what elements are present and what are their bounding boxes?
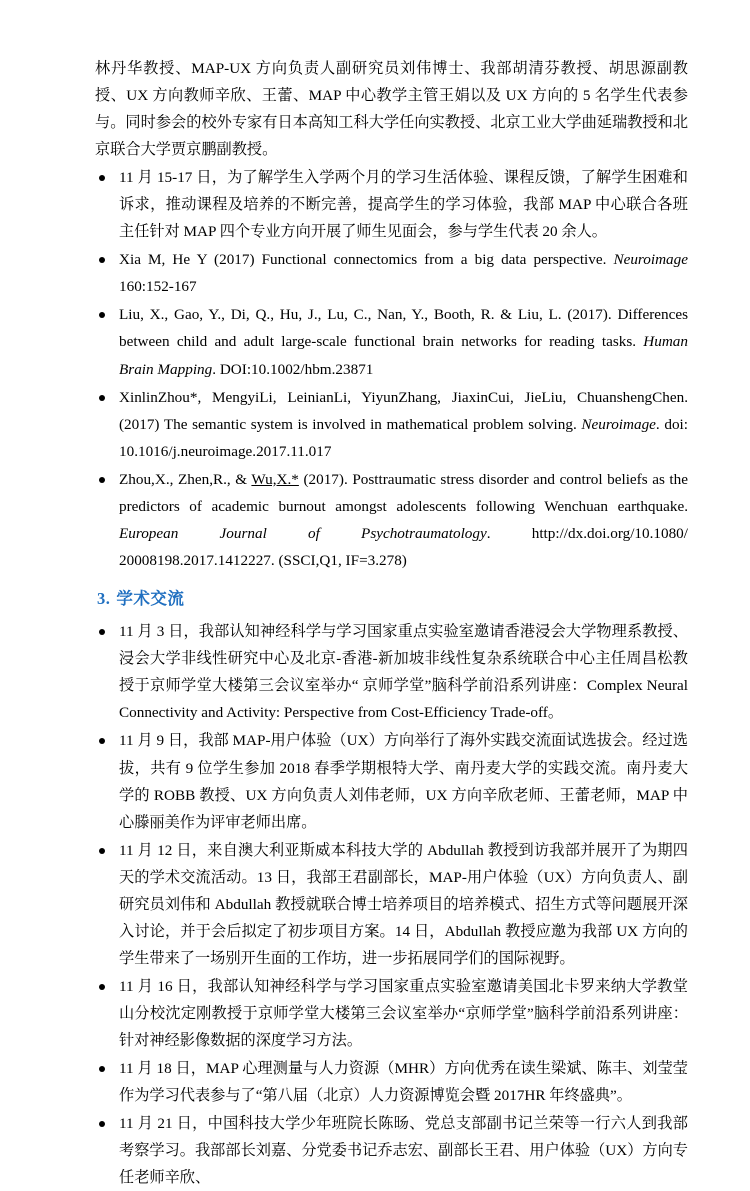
- continuation-paragraph: 林丹华教授、MAP-UX 方向负责人副研究员刘伟博士、我部胡清芬教授、胡思源副教授、UX 方向教师辛欣、王蕾、MAP 中心教学主管王娟以及 UX 方向的 5 名学生代表参与。同时参会的校外专家有日本高知工科大学任向实教授、北京工业大学曲延瑞教授和北京联合大学贾京鹏副教授。: [95, 60, 688, 159]
- bullet-list-exchange: [95, 618, 688, 1191]
- list-item: [95, 301, 688, 382]
- list-item: 11 月 16 日，我部认知神经科学与学习国家重点实验室邀请美国北卡罗来纳大学教堂山分校沈定刚教授于京师学堂大楼第三会议室举办“京师学堂”脑科学前沿系列讲座：针对神经影像数据的深度学习方法。: [95, 973, 688, 1054]
- list-item: [95, 384, 688, 465]
- reference-journal: European Journal of Psychotraumatology: [119, 524, 487, 542]
- reference-tail: . doi: 10.1016/j.neuroimage.2017.11.017: [119, 415, 688, 460]
- reference-text: Xia M, He Y (2017) Functional connectomics from a big data perspective.: [119, 251, 614, 269]
- list-item: 11 月 18 日，MAP 心理测量与人力资源（MHR）方向优秀在读生梁斌、陈丰、刘莹莹作为学习代表参与了“第八届（北京）人力资源博览会暨 2017HR 年终盛典”。: [95, 1055, 688, 1109]
- reference-journal: Human Brain Mapping: [119, 333, 688, 378]
- reference-tail: 160:152-167: [119, 278, 197, 296]
- reference-list: [95, 246, 688, 574]
- list-item: 11 月 15-17 日，为了解学生入学两个月的学习生活体验、课程反馈，了解学生困难和诉求，推动课程及培养的不断完善，提高学生的学习体验，我部 MAP 中心联合各班主任针对 MAP 四个专业方向开展了师生见面会，参与学生代表 20 余人。: [95, 164, 688, 245]
- list-item: 11 月 3 日，我部认知神经科学与学习国家重点实验室邀请香港浸会大学物理系教授、浸会大学非线性研究中心及北京-香港-新加坡非线性复杂系统联合中心主任周昌松教授于京师学堂大楼第三会议室举办“ 京师学堂”脑科学前沿系列讲座：Complex Neural Connectivity and Activity: Perspective from Cost-Efficiency Trade-off。: [95, 618, 688, 726]
- reference-author-underlined: Wu,X.*: [251, 470, 299, 488]
- reference-text: Zhou,X., Zhen,R., &: [119, 470, 252, 488]
- list-item: [95, 246, 688, 300]
- section-title: 学术交流: [116, 588, 185, 608]
- reference-tail: . DOI:10.1002/hbm.23871: [212, 360, 374, 378]
- reference-tail: . http://dx.doi.org/10.1080/ 20008198.2017.1412227. (SSCI,Q1, IF=3.278): [119, 524, 688, 569]
- reference-journal: Neuroimage: [613, 251, 688, 269]
- section-number: 3.: [97, 588, 111, 608]
- reference-text: Liu, X., Gao, Y., Di, Q., Hu, J., Lu, C., Nan, Y., Booth, R. & Liu, L. (2017). Differences between child and adult large-scale functional brain networks for reading tasks.: [119, 306, 688, 351]
- list-item: 11 月 9 日，我部 MAP-用户体验（UX）方向举行了海外实践交流面试选拔会。经过选拔，共有 9 位学生参加 2018 春季学期根特大学、南丹麦大学的实践交流。南丹麦大学的 ROBB 教授、UX 方向负责人刘伟老师，UX 方向辛欣老师、王蕾老师，MAP 中心滕丽美作为评审老师出席。: [95, 727, 688, 835]
- list-item: [95, 466, 688, 574]
- reference-text: XinlinZhou*, MengyiLi, LeinianLi, YiyunZhang, JiaxinCui, JieLiu, ChuanshengChen. (2017) The semantic system is involved in mathematical problem solving.: [119, 388, 688, 433]
- bullet-list-top: [95, 164, 688, 245]
- list-item: 11 月 12 日，来自澳大利亚斯威本科技大学的 Abdullah 教授到访我部并展开了为期四天的学术交流活动。13 日，我部王君副部长，MAP-用户体验（UX）方向负责人、副研究员刘伟和 Abdullah 教授就联合博士培养项目的培养模式、招生方式等问题展开深入讨论，并于会后拟定了初步项目方案。14 日，Abdullah 教授应邀为我部 UX 方向的学生带来了一场别开生面的工作坊，进一步拓展同学们的国际视野。: [95, 837, 688, 972]
- reference-text-2: (2017). Posttraumatic stress disorder and control beliefs as the predictors of academic burnout amongst adolescents following Wenchuan earthquake.: [119, 470, 688, 515]
- list-item: 11 月 21 日，中国科技大学少年班院长陈旸、党总支部副书记兰荣等一行六人到我部考察学习。我部部长刘嘉、分党委书记乔志宏、副部长王君、用户体验（UX）方向专任老师辛欣、: [95, 1110, 688, 1191]
- section-heading: [95, 586, 688, 612]
- reference-journal: Neuroimage: [581, 415, 656, 433]
